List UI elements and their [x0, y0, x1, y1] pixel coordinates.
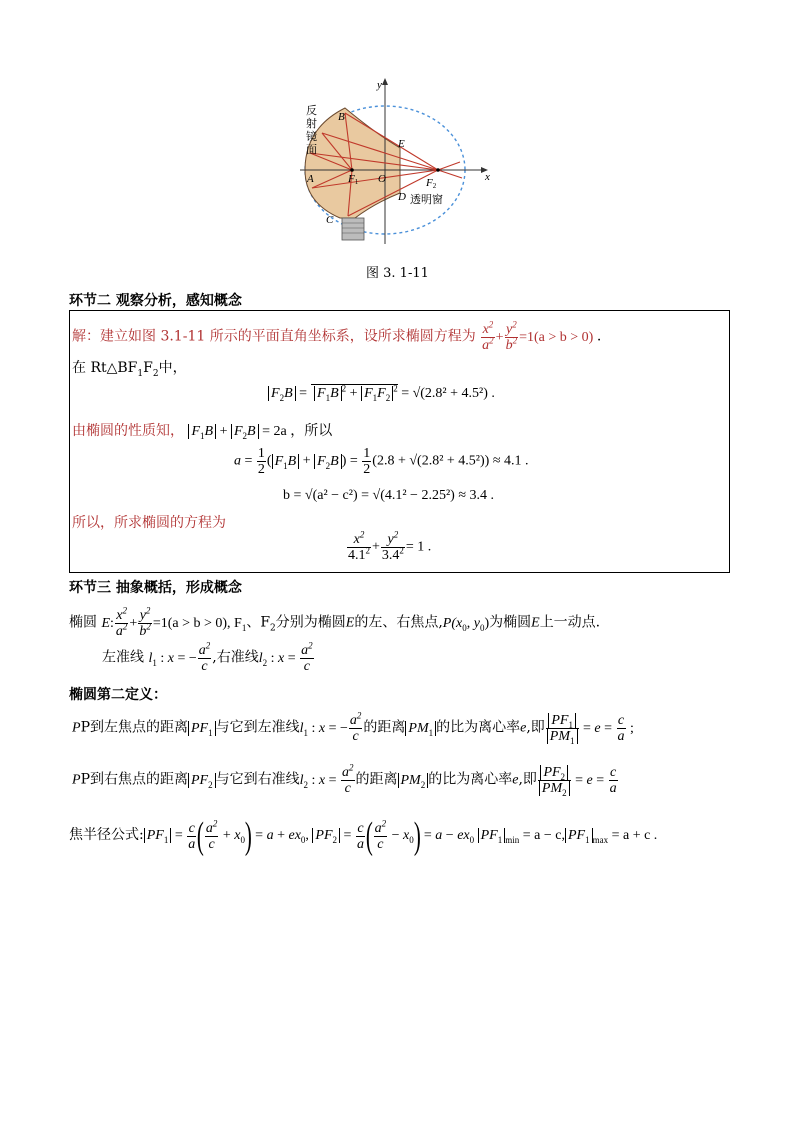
ellipse-reflector-figure — [300, 78, 500, 248]
section3-title: 环节三 抽象概括，形成概念 — [69, 580, 242, 596]
mirror-label: 反射镜面 — [306, 104, 317, 156]
ellipse-definition: 椭圆 E: $\frac{x^2}{a^2}$ + $\frac{y^2}{b^2}$ =1(a > b > 0), $F_1$、$F_2$分别为椭圆E的左、右焦点$,P(x_0$, $y_0$)为椭圆E上一动点. — [69, 605, 601, 639]
second-definition-title: 椭圆第二定义： — [69, 687, 167, 703]
equation-f2b: $F_2B = F_1B$ $^2 + F_1F_2^2 = √(2.8^2 + 4.5^2)$ . — [268, 386, 495, 402]
directrix-line: 左准线 $l_1$ : x = − $\frac{a^2}{c}$ ,右准线$l_2$ : x = $\frac{a^2}{c}$ — [102, 640, 313, 674]
final-equation: $\frac{x^2}{4.1^2}$ + $\frac{y^2}{3.4^2}$ = 1 . — [348, 529, 432, 563]
section2-title: 环节二 观察分析，感知概念 — [69, 293, 242, 309]
ellipse-property: 由椭圆的性质知， $F_1B + F_2B = 2a$ ，所以 — [72, 423, 333, 441]
solution-triangle: 在 $Rt\triangle BF_1F_2$中， — [72, 360, 187, 379]
origin-label: O — [378, 173, 386, 185]
focal-radius-formula: 焦半径公式: $PF_1$ = $\frac{c}{a}$ ( $\frac{a^2}{c}$ + $x_0) = a + ex_0$, $PF_2$ = $\frac{c}{a}$ ( $\frac{a^2}{c}$ − $x_0) = a - ex_0$ $PF_1$ $_{min}$ = a − c, $PF_1$ $_{max}$ = a + c . — [69, 815, 658, 857]
figure-caption: 图 3. 1-11 — [366, 266, 429, 281]
x-axis-label: x — [485, 171, 490, 183]
second-definition-right: PP到右焦点的距离 $PF_2$ 与它到右准线$l_2$ : x = $\frac{a^2}{c}$ 的距离 $PM_2$ 的比为离心率e,即 $\frac{PF_2}{PM_2}$ = e = $\frac{c}{a}$ — [72, 762, 617, 798]
second-definition-left: PP到左焦点的距离 $PF_1$ 与它到左准线$l_1$ : x = − $\frac{a^2}{c}$ 的距离 $PM_1$ 的比为离心率e,即 $\frac{PF_1}{PM_1}$ = e = $\frac{c}{a}$ ; — [72, 710, 634, 746]
equation-a: a = $\frac{1}{2}$ ( $F_1B + F_2B$ ) = $\frac{1}{2}$ (2.8 + √(2.8² + 4.5²)) ≈ 4.1 . — [234, 446, 529, 477]
point-e-label: E — [398, 138, 405, 150]
focus-2-label: F2 — [426, 177, 437, 190]
window-label: 透明窗 — [410, 193, 443, 206]
point-c-label: C — [326, 214, 334, 226]
focus-1-label: F1 — [348, 173, 359, 186]
solution-intro: 解：建立如图 3.1-11 所示的平面直角坐标系，设所求椭圆方程为 $\frac{x^2}{a^2}$ + $\frac{y^2}{b^2}$ =1(a > b > 0) . — [72, 319, 602, 353]
equation-b: b = √(a² − c²) = √(4.1² − 2.25²) ≈ 3.4 . — [283, 488, 494, 503]
point-d-label: D — [398, 191, 406, 203]
solution-conclusion: 所以，所求椭圆的方程为 — [72, 515, 226, 531]
lamp-base — [342, 218, 364, 240]
point-b-label: B — [338, 111, 345, 123]
point-a-label: A — [307, 173, 314, 185]
y-axis-label: y — [377, 79, 382, 91]
